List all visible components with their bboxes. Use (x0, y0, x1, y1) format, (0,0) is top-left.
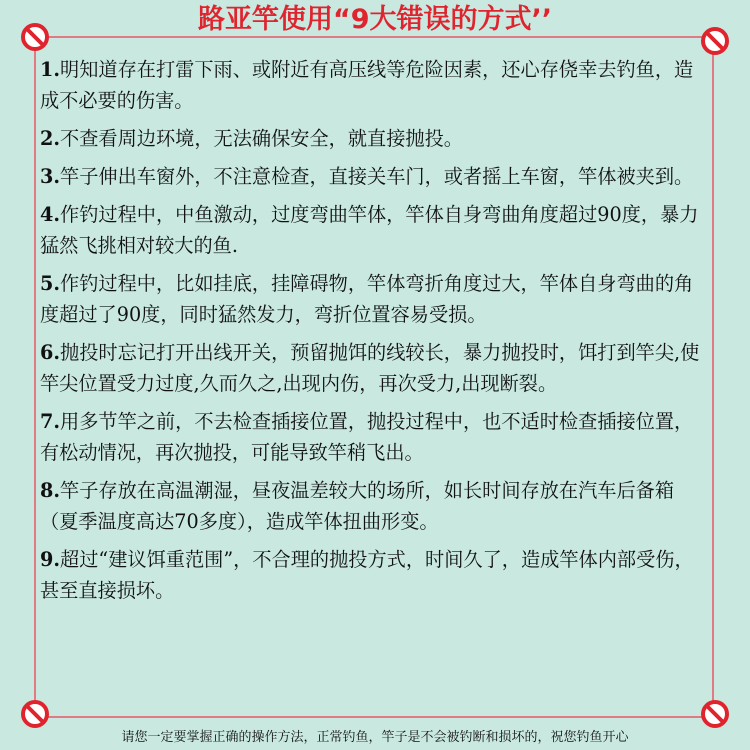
footer-note: 请您一定要掌握正确的操作方法，正常钓鱼，竿子是不会被钓断和损坏的，祝您钓鱼开心 (121, 730, 629, 745)
item-number: 5. (40, 272, 61, 295)
item-number: 4. (40, 203, 61, 226)
item-number: 2. (40, 127, 61, 150)
page-title: 路亚竿使用“9大错误的方式’’ (197, 4, 553, 35)
list-item (40, 199, 700, 261)
item-number: 3. (40, 165, 61, 188)
item-text: 竿子伸出车窗外，不注意检查，直接关车门，或者摇上车窗，竿体被夹到。 (60, 165, 694, 188)
item-text: 竿子存放在高温潮湿，昼夜温差较大的场所，如长时间存放在汽车后备箱（夏季温度高达70多度），造成竿体扭曲形变。 (40, 479, 675, 533)
error-list (40, 54, 700, 613)
item-text: 明知道存在打雷下雨、或附近有高压线等危险因素，还心存侥幸去钓鱼，造成不必要的伤害。 (40, 58, 694, 112)
item-number: 8. (40, 479, 61, 502)
prohibited-icon (700, 26, 730, 56)
list-item (40, 475, 700, 537)
list-item (40, 544, 700, 606)
item-number: 6. (40, 341, 61, 364)
list-item (40, 406, 700, 468)
prohibited-icon (20, 699, 50, 729)
item-number: 1. (40, 58, 61, 81)
item-text: 超过“建议饵重范围”，不合理的抛投方式，时间久了，造成竿体内部受伤，甚至直接损坏。 (40, 548, 694, 602)
item-text: 抛投时忘记打开出线开关，预留抛饵的线较长，暴力抛投时，饵打到竿尖,使竿尖位置受力过度,久而久之,出现内伤，再次受力,出现断裂。 (40, 341, 700, 395)
item-text: 作钓过程中，中鱼激动，过度弯曲竿体，竿体自身弯曲角度超过90度，暴力猛然飞挑相对较大的鱼. (40, 203, 699, 257)
item-text: 不查看周边环境，无法确保安全，就直接抛投。 (60, 127, 463, 150)
list-item (40, 337, 700, 399)
list-item (40, 268, 700, 330)
list-item (40, 123, 700, 154)
list-item (40, 161, 700, 192)
item-number: 7. (40, 410, 61, 433)
item-text: 用多节竿之前，不去检查插接位置，抛投过程中，也不适时检查插接位置，有松动情况，再次抛投，可能导致竿稍飞出。 (40, 410, 694, 464)
list-item (40, 54, 700, 116)
item-number: 9. (40, 548, 61, 571)
item-text: 作钓过程中，比如挂底，挂障碍物，竿体弯折角度过大，竿体自身弯曲的角度超过了90度，同时猛然发力，弯折位置容易受损。 (40, 272, 694, 326)
prohibited-icon (700, 699, 730, 729)
prohibited-icon (20, 22, 50, 52)
